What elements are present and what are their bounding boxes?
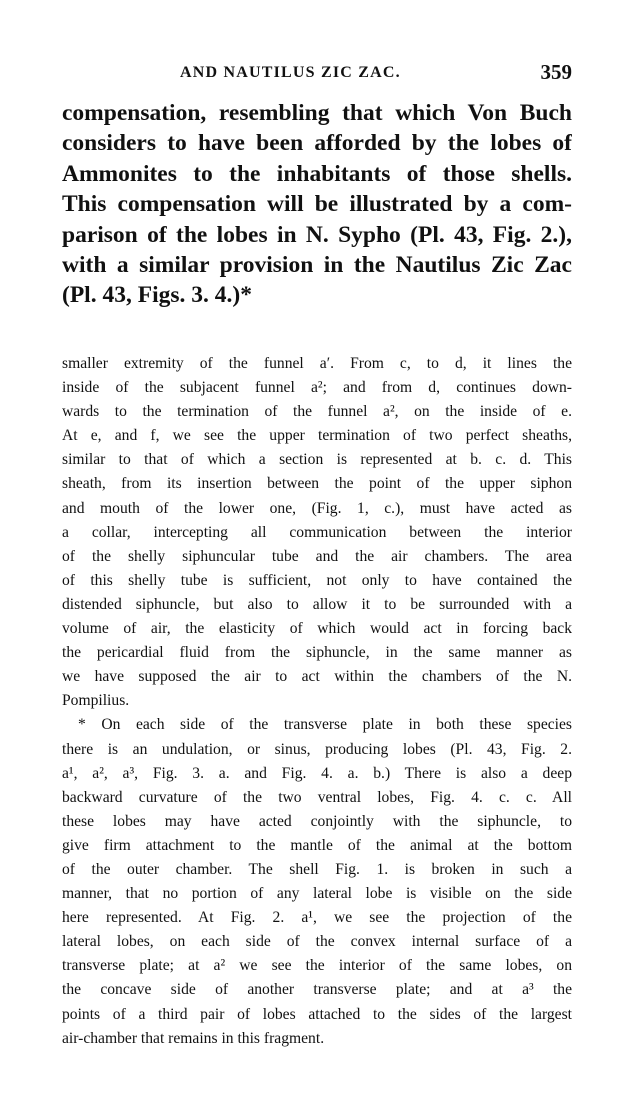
- running-head: [62, 60, 572, 90]
- text-line: the concave side of another transverse plate; and at a³ the: [62, 981, 572, 999]
- text-line: sheath, from its insertion between the point of the upper siphon: [62, 475, 572, 493]
- text-line: and mouth of the lower one, (Fig. 1, c.), must have acted as: [62, 499, 572, 517]
- text-line: lateral lobes, on each side of the convex internal surface of a: [62, 933, 572, 951]
- text-line: there is an undulation, or sinus, producing lobes (Pl. 43, Fig. 2.: [62, 740, 572, 758]
- footnote-marker-line: * On each side of the transverse plate in both these species: [78, 716, 572, 734]
- text-line: transverse plate; at a² we see the interior of the same lobes, on: [62, 957, 572, 975]
- page-number: 359: [540, 60, 572, 84]
- text-line: wards to the termination of the funnel a², on the inside of e.: [62, 403, 572, 421]
- text-line: This compensation will be illustrated by a com-: [62, 191, 572, 218]
- text-line: backward curvature of the two ventral lobes, Fig. 4. c. c. All: [62, 788, 572, 806]
- text-line: of the shelly siphuncular tube and the air chambers. The area: [62, 547, 572, 565]
- text-line: a collar, intercepting all communication between the interior: [62, 523, 572, 541]
- text-line: distended siphuncle, but also to allow it to be surrounded with a: [62, 595, 572, 613]
- footnote-section: [62, 352, 572, 1051]
- text-line: At e, and f, we see the upper termination of two perfect sheaths,: [62, 427, 572, 445]
- text-line: these lobes may have acted conjointly with the siphuncle, to: [62, 812, 572, 830]
- text-line: volume of air, the elasticity of which would act in forcing back: [62, 620, 572, 638]
- text-line: considers to have been afforded by the lobes of: [62, 130, 572, 157]
- text-line: parison of the lobes in N. Sypho (Pl. 43, Fig. 2.),: [62, 221, 572, 248]
- text-line: we have supposed the air to act within the chambers of the N.: [62, 668, 572, 686]
- text-line: here represented. At Fig. 2. a¹, we see the projection of the: [62, 909, 572, 927]
- continued-footnote-paragraph: [62, 352, 572, 713]
- text-line: with a similar provision in the Nautilus Zic Zac: [62, 252, 572, 279]
- text-line: (Pl. 43, Figs. 3. 4.)*: [62, 282, 252, 309]
- text-line: of the outer chamber. The shell Fig. 1. is broken in such a: [62, 860, 572, 878]
- running-title: AND NAUTILUS ZIC ZAC.: [180, 64, 401, 81]
- text-line: compensation, resembling that which Von Buch: [62, 100, 572, 126]
- text-line: air-chamber that remains in this fragment.: [62, 1029, 325, 1047]
- main-paragraph: [62, 98, 572, 311]
- text-line: a¹, a², a³, Fig. 3. a. and Fig. 4. a. b.) There is also a deep: [62, 764, 572, 782]
- text-line: of this shelly tube is sufficient, not only to have contained the: [62, 571, 572, 589]
- text-line: give firm attachment to the mantle of the animal at the bottom: [62, 836, 572, 854]
- text-line: Pompilius.: [62, 692, 130, 710]
- text-line: the pericardial fluid from the siphuncle, in the same manner as: [62, 644, 572, 662]
- text-line: Ammonites to the inhabitants of those shells.: [62, 160, 572, 187]
- footnote-paragraph: [62, 713, 572, 1050]
- text-line: smaller extremity of the funnel a′. From c, to d, it lines the: [62, 355, 572, 372]
- text-line: inside of the subjacent funnel a²; and from d, continues down-: [62, 379, 572, 397]
- text-line: similar to that of which a section is represented at b. c. d. This: [62, 451, 572, 469]
- text-line: points of a third pair of lobes attached to the sides of the largest: [62, 1005, 572, 1023]
- text-line: manner, that no portion of any lateral lobe is visible on the side: [62, 885, 572, 903]
